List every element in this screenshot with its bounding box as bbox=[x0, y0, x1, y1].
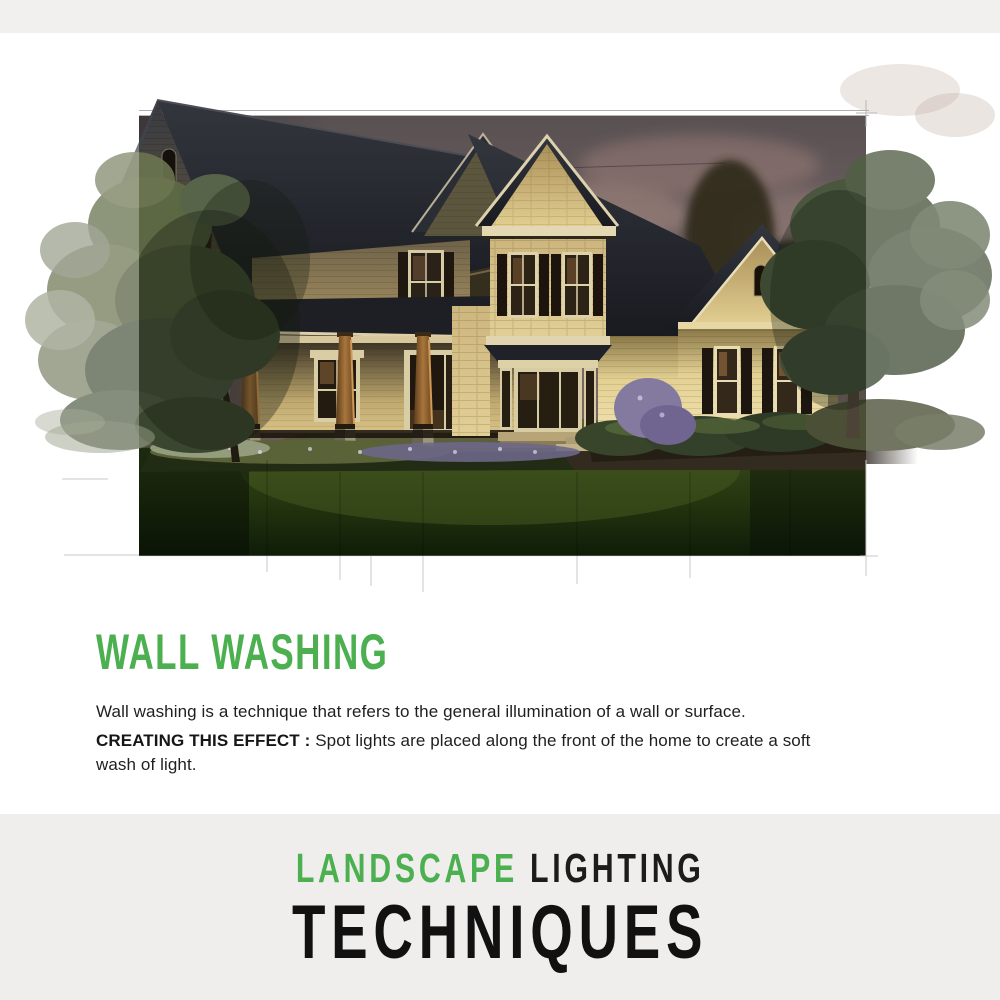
brand-line1 bbox=[0, 845, 1000, 891]
section-title: WALL WASHING bbox=[96, 624, 389, 680]
brand-line2 bbox=[0, 890, 1000, 975]
brand-word-landscape: LANDSCAPE bbox=[295, 845, 518, 891]
section-description: Wall washing is a technique that refers to the general illumination of a wall or surface. bbox=[96, 702, 746, 721]
effect-label: CREATING THIS EFFECT : bbox=[96, 731, 311, 750]
effect-paragraph bbox=[96, 729, 848, 777]
brand-word-lighting: LIGHTING bbox=[529, 845, 705, 891]
footer-banner bbox=[0, 814, 1000, 1000]
wing-window bbox=[702, 346, 752, 416]
brand-word-techniques: TECHNIQUES bbox=[291, 890, 709, 975]
stone-corner bbox=[452, 306, 490, 436]
effect-text: Spot lights are placed along the front of the home to create a soft wash of light. bbox=[96, 731, 811, 775]
tower-window bbox=[551, 252, 603, 318]
tower-window bbox=[497, 252, 549, 318]
